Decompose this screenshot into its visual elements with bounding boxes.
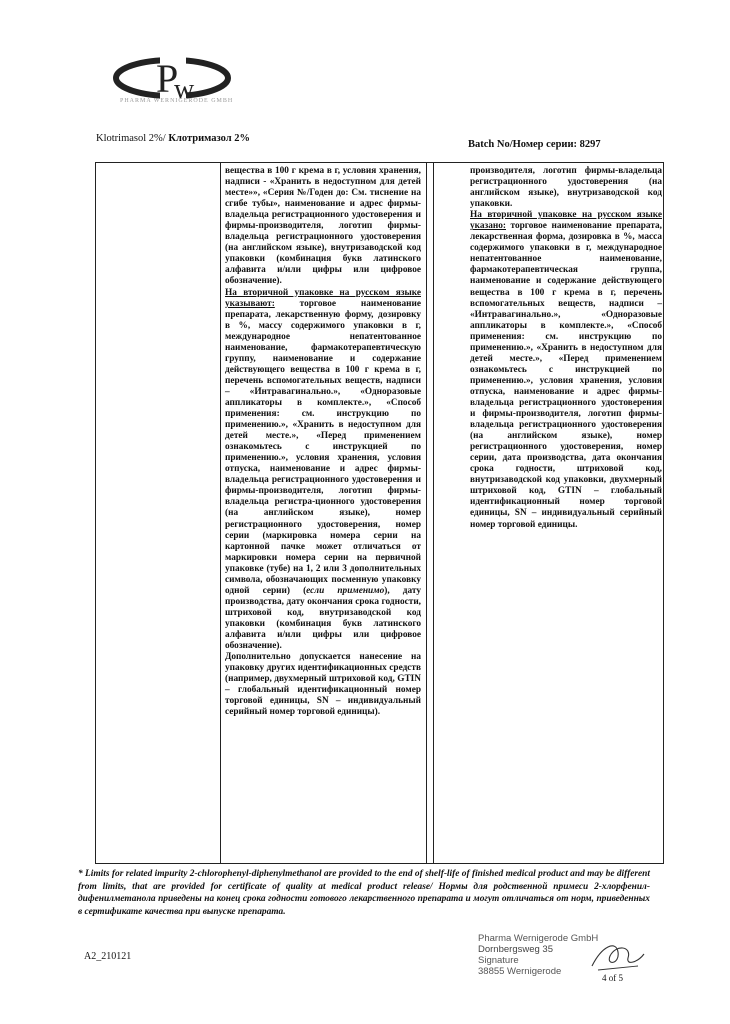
svg-text:P: P [156, 56, 179, 101]
document-id: A2_210121 [84, 951, 132, 962]
product-title [96, 133, 250, 144]
table-cell-results [470, 166, 662, 531]
cell-paragraph: На вторичной упаковке на русском языке указано: торговое наименование препарата, лекарственная форма, дозировка в %, масса содержимого упаковки в г, международное непатентованное наименование, фармакотерапевтическая группа, наименование и содержание действующего вещества в 100 г крема в г, перечень вспомогательных веществ, надписи – «Интравагинально.», «Одноразовые аппликаторы в комплекте.», «Способ применения: см. инструкцию по применению.», «Хранить в недоступном для детей месте.», «Перед применением ознакомьтесь с инструкцией по применению.», условия хранения, условия отпуска, наименование и адрес фирмы-владельца регистрационного удостоверения и фирмы-производителя, логотип фирмы-владельца регистрационного удостоверения (на английском языке), номер регистрационного удостоверения, номер серии, дата производства, дата окончания срока годности, штриховой код, внутризаводской код упаковки, двухмерный штриховой код, GTIN – глобальный идентификационный номер торговой единицы, SN – индивидуальный серийный номер торговой единицы. [470, 210, 662, 530]
cell-paragraph: производителя, логотип фирмы-владельца регистрационного удостоверения (на английском языке), внутризаводской код упаковки. [470, 166, 662, 210]
footnote: * Limits for related impurity 2-chlorophenyl-diphenylmethanol are provided to the end of shelf-life of finished medical product and may be different from limits, that are provided for certificate of quality at medical product release/ Нормы для родственной примеси 2-хлорфенил-дифенилметанола приведены на конец срока годности готового лекарственного препарата и могут отличаться от норм, приведенных в сертификате качества при выпуске препарата. [78, 869, 650, 917]
cell-paragraph: вещества в 100 г крема в г, условия хранения, надписи - «Хранить в недоступном для детей месте»», «Серия №/Годен до: См. тиснение на сгибе тубы», наименование и адрес фирмы-владельца регистрационного удостоверения и фирмы-производителя, логотип фирмы-владельца регистрационного удостоверения (на английском языке), внутризаводской код упаковки (комбинация букв латинского алфавита и/или цифры или цифровое обозначение). [225, 166, 421, 287]
company-logo [112, 48, 232, 118]
product-title-latin: Klotrimasol 2%/ [96, 133, 166, 144]
stamp-line: Pharma Wernigerode GmbH [478, 933, 599, 944]
product-title-ru: Клотримазол 2% [168, 133, 250, 144]
table-divider [220, 163, 221, 863]
batch-number [468, 139, 601, 150]
signature-icon [588, 936, 648, 976]
cell-heading: На вторичной упаковке на русском языке указывают: [225, 287, 421, 309]
logo-subtitle: PHARMA WERNIGERODE GMBH [120, 98, 234, 104]
svg-text:w: w [174, 74, 195, 105]
company-stamp [478, 933, 598, 977]
batch-value: 8297 [579, 139, 601, 150]
stamp-line: Dornbergsweg 35 [478, 944, 553, 955]
page-number: 4 of 5 [602, 973, 623, 983]
stamp-line: Signature [478, 955, 519, 966]
stamp-line: 38855 Wernigerode [478, 966, 562, 977]
cell-paragraph: На вторичной упаковке на русском языке указывают: торговое наименование препарата, лекарственную форму, дозировку в %, массу содержимого упаковки в г, международное непатентованное наименование, фармакотерапевтическую группу, наименование и содержание действующего вещества в 100 г крема в г, перечень вспомогательных веществ, надписи – «Интравагинально.», «Одноразовые аппликаторы в комплекте.», «Способ применения: см. инструкцию по применению.», «Хранить в недоступном для детей месте.», «Перед применением ознакомьтесь с инструкцией по применению.», условия хранения, условия отпуска, наименование и адрес фирмы-владельца регистрационного удостоверения и фирмы-производителя, логотип фирмы-владельца регистра-ционного удостоверения (на английском языке), номер регистрационного удостоверения, номер серии (маркировка номера серии на картонной пачке может отличаться от маркировки номера серии на первичной упаковке (тубе) на 1, 2 или 3 дополнительных символа, обозначающих посменную упаковку одной серии) (если применимо), дату производства, дату окончания срока годности, штриховой код, внутризаводской код упаковки (комбинация букв латинского алфавита и/или цифры или цифровое обозначение). [225, 287, 421, 652]
table-divider [426, 163, 427, 863]
batch-label: Batch No/Номер серии: [468, 139, 578, 150]
table-cell-requirements [225, 166, 421, 718]
specification-table [95, 162, 664, 864]
table-divider [433, 163, 434, 863]
cell-paragraph: Дополнительно допускается нанесение на упаковку других идентификационных средств (например, двухмерный штриховой код, GTIN – глобальный идентификационный номер торговой единицы, SN – индивидуальный серийный номер торговой единицы). [225, 652, 421, 718]
cell-heading: На вторичной упаковке на русском языке указано: [470, 210, 662, 232]
